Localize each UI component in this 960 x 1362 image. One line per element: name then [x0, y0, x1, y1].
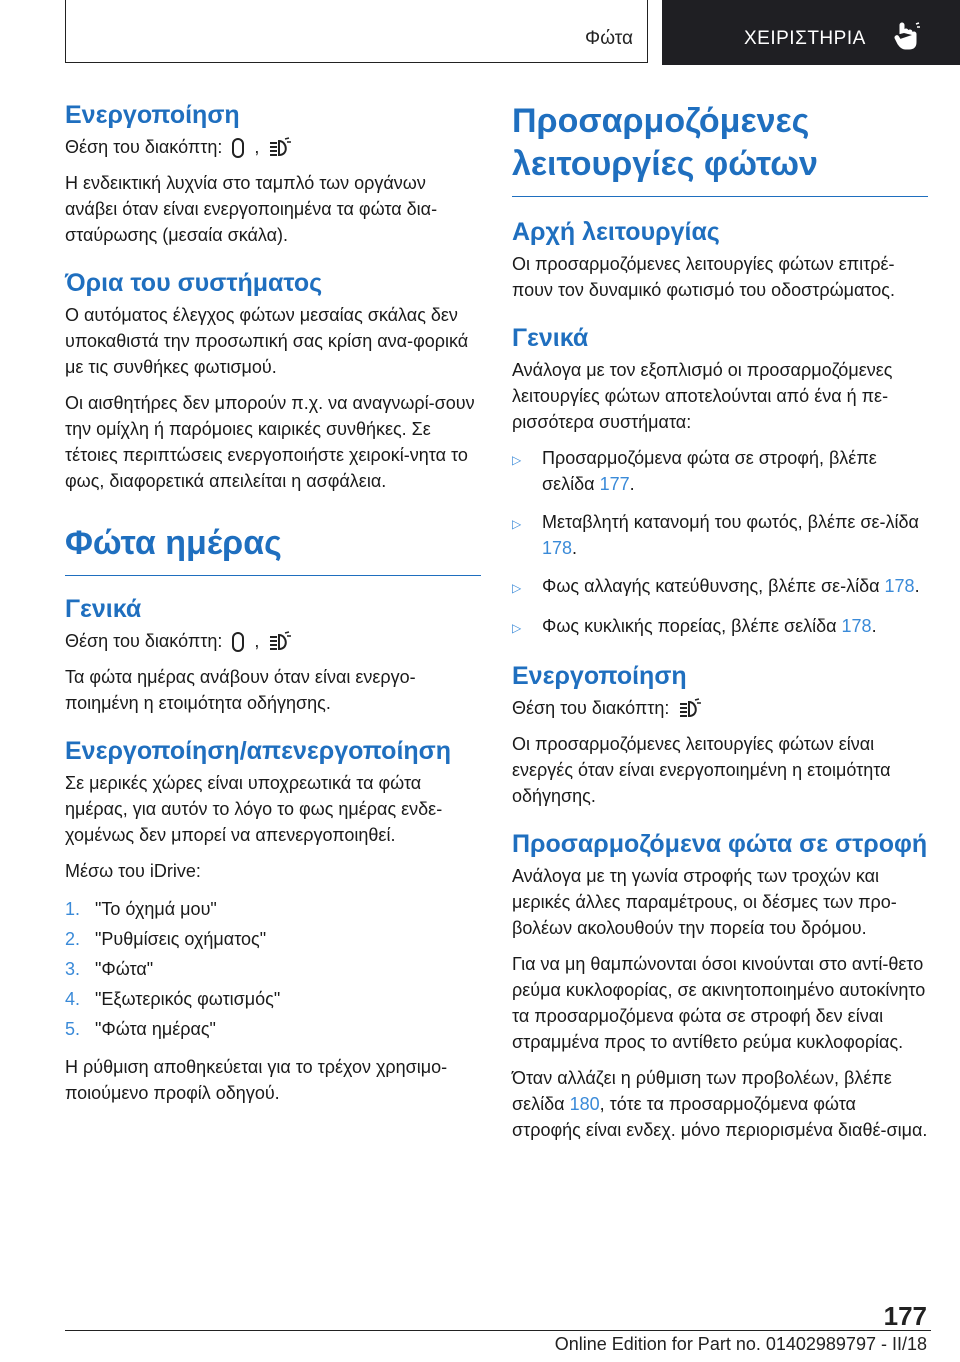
- footer-divider: [65, 1330, 931, 1331]
- step-text: "Ρυθμίσεις οχήματος": [95, 929, 267, 949]
- limits-paragraph-1: Ο αυτόματος έλεγχος φώτων μεσαίας σκάλας δεν υποκαθιστά την προσωπική σας κρίση ανα-φορικά με τις συνθήκες φωτισμού.: [65, 305, 469, 377]
- page-number: 177: [883, 1301, 927, 1331]
- list-item: [512, 509, 928, 561]
- adaptive-switch-line: [512, 695, 928, 721]
- cornering-paragraph-2: Για να μη θαμπώνονται όσοι κινούνται στο αντί-θετο ρεύμα κυκλοφορίας, σε ακινητοποιημένο αυτοκίνητο τα προσαρμοζόμενα φώτα σε στροφή δεν είναι στραμμένα προς το αντίθετο ρεύμα κυκλοφορίας.: [512, 954, 926, 1052]
- list-item-end: .: [572, 538, 578, 558]
- page-link[interactable]: 178: [841, 616, 872, 636]
- list-item-text: Μεταβλητή κατανομή του φωτός, βλέπε σε-λίδα: [542, 512, 919, 532]
- limits-section: [65, 268, 481, 494]
- page-link[interactable]: 177: [599, 474, 630, 494]
- activation-section: [65, 100, 481, 248]
- auto-light-switch-icon: [230, 631, 246, 653]
- idrive-steps: [65, 894, 481, 1044]
- edition-note: Online Edition for Part no. 01402989797 - II/18: [554, 1334, 927, 1354]
- saved-profile-paragraph: Η ρύθμιση αποθηκεύεται για το τρέχον χρησιμο-ποιούμενο προφίλ οδηγού.: [65, 1057, 448, 1103]
- cornering-p3-text: Όταν αλλάζει η ρύθμιση των προβολέων, βλέπε σελίδα: [512, 1068, 892, 1114]
- triangle-bullet-icon: ▷: [512, 621, 522, 635]
- cornering-heading: Προσαρμοζόμενα φώτα σε στροφή: [512, 830, 928, 858]
- step-text: "Εξωτερικός φωτισμός": [95, 989, 281, 1009]
- list-item: [512, 573, 928, 601]
- activation-paragraph: Η ενδεικτική λυχνία στο ταμπλό των οργάνων ανάβει όταν είναι ενεργοποιημένα τα φώτα δια-σταύρωσης (μεσαία σκάλα).: [65, 173, 438, 245]
- switch-position-label: Θέση του διακόπτη:: [65, 631, 223, 651]
- triangle-bullet-icon: ▷: [512, 517, 522, 531]
- separator: ,: [254, 631, 260, 651]
- adaptive-lights-title: Προσαρμοζόμενες λειτουργίες φώτων: [512, 100, 928, 197]
- triangle-bullet-icon: ▷: [512, 453, 522, 467]
- low-beam-icon: [677, 698, 703, 720]
- list-item-text: Προσαρμοζόμενα φώτα σε στροφή, βλέπε σελίδα: [542, 448, 877, 494]
- step-item: [65, 894, 481, 924]
- low-beam-icon: [267, 137, 293, 159]
- cornering-paragraph-1: Ανάλογα με τη γωνία στροφής των τροχών και μερικές άλλες παραμέτρους, οι δέσμες των προ-βολέων ακολουθούν την πορεία του δρόμου.: [512, 866, 897, 938]
- step-text: "Φώτα": [95, 959, 154, 979]
- step-number: 4.: [65, 989, 81, 1009]
- principle-paragraph: Οι προσαρμοζόμενες λειτουργίες φώτων επιτρέ-πουν τον δυναμικό φωτισμό του οδοστρώματος.: [512, 254, 895, 300]
- cornering-section: [512, 829, 928, 1143]
- adaptive-activation-paragraph: Οι προσαρμοζόμενες λειτουργίες φώτων είναι ενεργές όταν είναι ενεργοποιημένη η ετοιμότητα οδήγησης.: [512, 734, 891, 806]
- daylights-toggle-paragraph: Σε μερικές χώρες είναι υποχρεωτικά τα φώτα ημέρας, για αυτόν το λόγο το φως ημέρας ενδε-χομένως δεν μπορεί να απενεργοποιηθεί.: [65, 773, 443, 845]
- list-item: [512, 613, 928, 641]
- cornering-paragraph-3: [512, 1065, 928, 1143]
- right-column: [512, 100, 928, 1163]
- step-number: 3.: [65, 959, 81, 979]
- separator: ,: [254, 137, 260, 157]
- step-item: [65, 954, 481, 984]
- list-item-text: Φως αλλαγής κατεύθυνσης, βλέπε σε-λίδα: [542, 576, 885, 596]
- daylights-general-heading: Γενικά: [65, 595, 142, 623]
- activation-heading: Ενεργοποίηση: [65, 101, 240, 129]
- chapter-label: ΧΕΙΡΙΣΤΗΡΙΑ: [744, 28, 866, 49]
- left-column: [65, 100, 481, 1126]
- triangle-bullet-icon: ▷: [512, 581, 522, 595]
- list-item-end: .: [914, 576, 920, 596]
- chapter-tab: [662, 0, 960, 65]
- list-item-end: .: [871, 616, 877, 636]
- step-item: [65, 1014, 481, 1044]
- idrive-via: Μέσω του iDrive:: [65, 861, 201, 881]
- systems-list: [512, 445, 928, 641]
- daylights-general-paragraph: Τα φώτα ημέρας ανάβουν όταν είναι ενεργο-ποιημένη η ετοιμότητα οδήγησης.: [65, 667, 416, 713]
- limits-heading: Όρια του συστήματος: [65, 269, 323, 297]
- general-section: [512, 323, 928, 641]
- low-beam-icon: [267, 631, 293, 653]
- header-section-box: [65, 0, 648, 63]
- step-number: 2.: [65, 929, 81, 949]
- principle-heading: Αρχή λειτουργίας: [512, 218, 720, 246]
- switch-position-label: Θέση του διακόπτη:: [65, 137, 223, 157]
- step-number: 1.: [65, 899, 81, 919]
- step-text: "Φώτα ημέρας": [95, 1019, 216, 1039]
- list-item-text: Φως κυκλικής πορείας, βλέπε σελίδα: [542, 616, 842, 636]
- list-item: [512, 445, 928, 497]
- daylights-title: Φώτα ημέρας: [65, 522, 481, 576]
- page-link[interactable]: 178: [884, 576, 915, 596]
- step-item: [65, 984, 481, 1014]
- page-link[interactable]: 180: [569, 1094, 600, 1114]
- daylights-toggle-heading: Ενεργοποίηση/απενεργοποίηση: [65, 737, 452, 765]
- auto-light-switch-icon: [230, 137, 246, 159]
- list-item-end: .: [629, 474, 635, 494]
- step-text: "Το όχημά μου": [95, 899, 217, 919]
- limits-paragraph-2: Οι αισθητήρες δεν μπορούν π.χ. να αναγνωρί-σουν την ομίχλη ή παρόμοιες καιρικές συνθήκες. Σε τέτοιες περιπτώσεις ενεργοποιήστε χειροκί-νητα το φως, διαφορετικά απειλείται η ασφάλεια.: [65, 393, 475, 491]
- daylights-switch-line: [65, 628, 481, 654]
- hand-pointer-icon: [894, 22, 920, 50]
- adaptive-activation-heading: Ενεργοποίηση: [512, 662, 687, 690]
- principle-section: [512, 217, 928, 303]
- daylights-toggle-section: [65, 736, 481, 1106]
- general-paragraph: Ανάλογα με τον εξοπλισμό οι προσαρμοζόμενες λειτουργίες φώτων αποτελούνται από ένα ή πε-ρισσότερα συστήματα:: [512, 360, 893, 432]
- page-link[interactable]: 178: [542, 538, 573, 558]
- cornering-p3-text-end: , τότε τα προσαρμοζόμενα φώτα στροφής είναι ενδεχ. μόνο περιορισμένα διαθέ-σιμα.: [512, 1094, 928, 1140]
- step-item: [65, 924, 481, 954]
- section-title: Φώτα: [585, 28, 633, 49]
- switch-position-line: [65, 134, 481, 160]
- step-number: 5.: [65, 1019, 81, 1039]
- daylights-general-section: [65, 594, 481, 716]
- adaptive-activation-section: [512, 661, 928, 809]
- switch-position-label: Θέση του διακόπτη:: [512, 698, 670, 718]
- general-heading: Γενικά: [512, 324, 589, 352]
